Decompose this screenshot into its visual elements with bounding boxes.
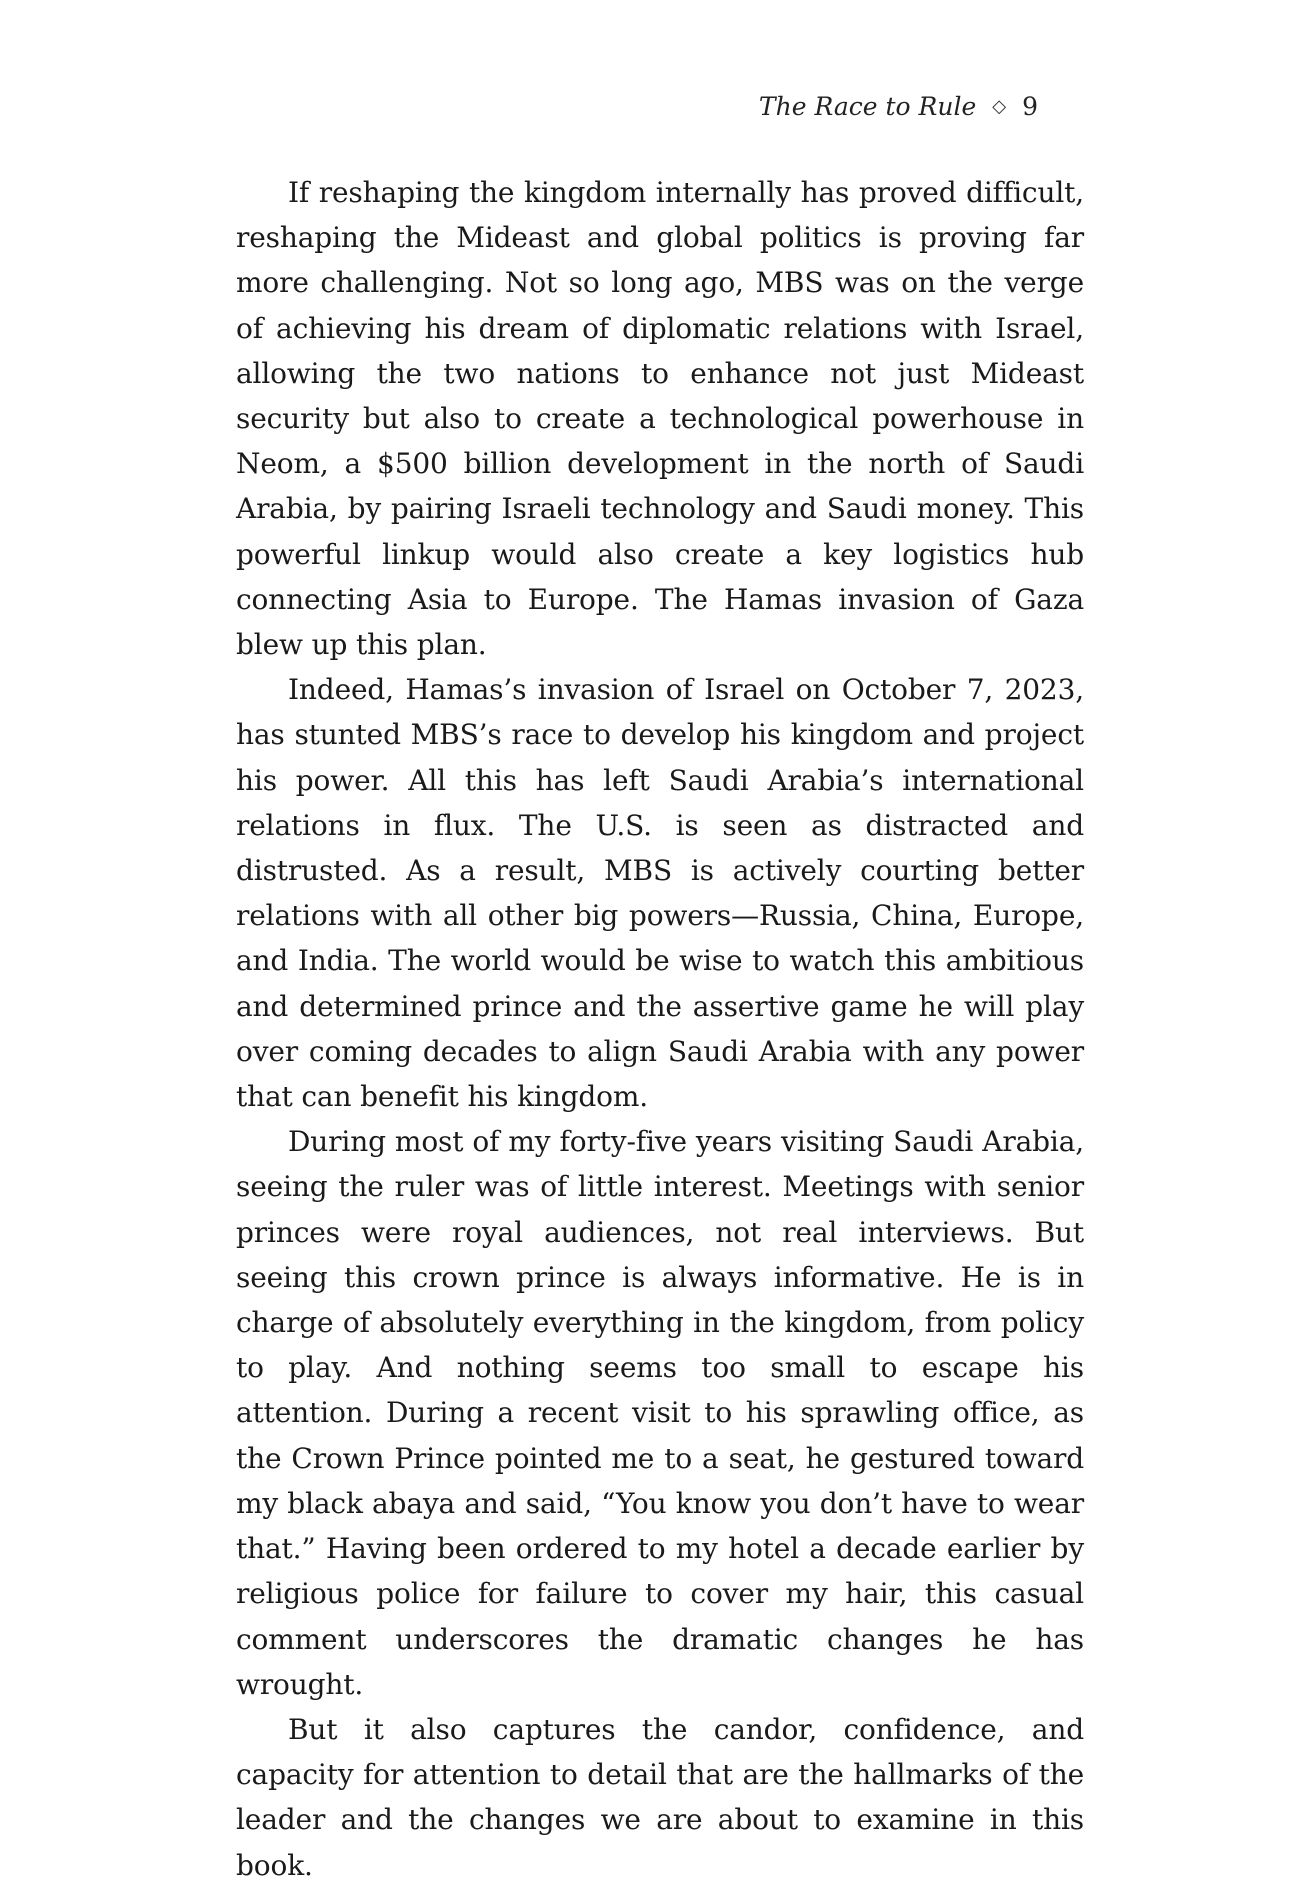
body-text bbox=[236, 170, 1084, 1888]
diamond-icon: ◇ bbox=[992, 96, 1007, 117]
paragraph-2: Indeed, Hamas’s invasion of Israel on October 7, 2023, has stunted MBS’s race to develop his kingdom and project his power. All this has left Saudi Arabia’s international relations in flux. The U.S. is seen as distracted and distrusted. As a result, MBS is actively courting better relations with all other big powers—Russia, China, Europe, and India. The world would be wise to watch this ambitious and determined prince and the assertive game he will play over coming decades to align Saudi Arabia with any power that can benefit his kingdom. bbox=[236, 673, 1084, 1114]
paragraph-3: During most of my forty-five years visiting Saudi Arabia, seeing the ruler was of little interest. Meetings with senior princes were royal audiences, not real interviews. But seeing this crown prince is always informative. He is in charge of absolutely everything in the kingdom, from policy to play. And nothing seems too small to escape his attention. During a recent visit to his sprawling office, as the Crown Prince pointed me to a seat, he gestured toward my black abaya and said, “You know you don’t have to wear that.” Having been ordered to my hotel a decade earlier by religious police for failure to cover my hair, this casual comment underscores the dramatic changes he has wrought. bbox=[236, 1125, 1084, 1701]
paragraph-1: If reshaping the kingdom internally has proved difficult, reshaping the Mideast and global politics is proving far more challenging. Not so long ago, MBS was on the verge of achieving his dream of diplomatic relations with Israel, allowing the two nations to enhance not just Mideast security but also to create a technological powerhouse in Neom, a $500 billion development in the north of Saudi Arabia, by pairing Israeli technology and Saudi money. This powerful linkup would also create a key logistics hub connecting Asia to Europe. The Hamas invasion of Gaza blew up this plan. bbox=[236, 176, 1084, 662]
paragraph-4: But it also captures the candor, confidence, and capacity for attention to detail that are the hallmarks of the leader and the changes we are about to examine in this book. bbox=[236, 1712, 1084, 1882]
running-title: The Race to Rule bbox=[758, 92, 977, 121]
page-number: 9 bbox=[1022, 92, 1038, 121]
running-head bbox=[759, 92, 1038, 121]
